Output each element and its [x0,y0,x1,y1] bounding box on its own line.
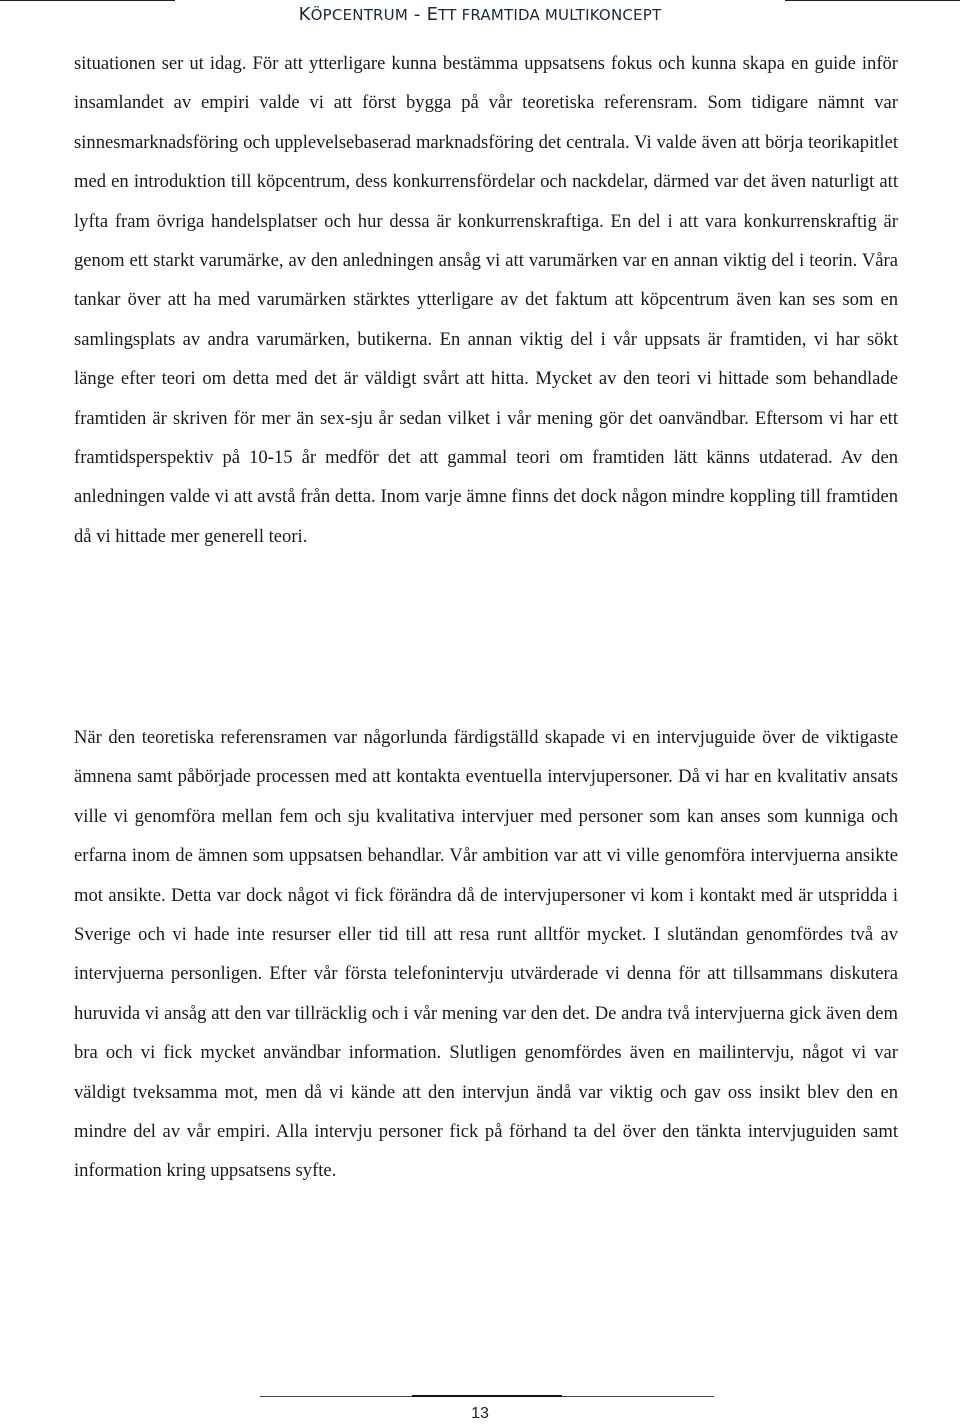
running-header-title [0,4,960,25]
page-header [0,0,960,36]
header-title-part-1: ÖPCENTRUM [310,6,409,24]
header-rule-left [0,0,175,1]
page-number: 13 [471,1405,489,1422]
header-title-part-2: TT FRAMTIDA MULTIKONCEPT [438,6,662,24]
body-paragraph-1: situationen ser ut idag. För att ytterligare kunna bestämma uppsatsens fokus och kunna skapa en guide inför insamlandet av empiri valde vi att först bygga på vår teoretiska referensram. Som tidigare nämnt var sinnesmarknadsföring och upplevelsebaserad marknadsföring det centrala. Vi valde även att börja teorikapitlet med en introduktion till köpcentrum, dess konkurrensfördelar och nackdelar, därmed var det även naturligt att lyfta fram övriga handelsplatser och hur dessa är konkurrenskraftiga. En del i att vara konkurrenskraftig är genom ett starkt varumärke, av den anledningen ansåg vi att varumärken var en annan viktig del i teorin. Våra tankar över att ha med varumärken stärktes ytterligare av det faktum att köpcentrum även kan ses som en samlingsplats av andra varumärken, butikerna. En annan viktig del i vår uppsats är framtiden, vi har sökt länge efter teori om detta med det är väldigt svårt att hitta. Mycket av den teori vi hittade som behandlade framtiden är skriven för mer än sex-sju år sedan vilket i vår mening gör det oanvändbar. Eftersom vi har ett framtidsperspektiv på 10-15 år medför det att gammal teori om framtiden lätt känns utdaterad. Av den anledningen valde vi att avstå från detta. Inom varje ämne finns det dock någon mindre koppling till framtiden då vi hittade mer generell teori. [74,53,898,547]
header-rule-right [785,0,960,1]
footer-rule [260,1396,714,1397]
header-title-separator: - [408,4,427,25]
header-title-initial-2: E [426,4,439,25]
footer-rule-thick [412,1395,562,1397]
body-paragraph-2: När den teoretiska referensramen var någorlunda färdigställd skapade vi en intervjuguide över de viktigaste ämnena samt påbörjade processen med att kontakta eventuella intervjupersoner. Då vi har en kvalitativ ansats ville vi genomföra mellan fem och sju kvalitativa intervjuer med personer som kan anses som kunniga och erfarna inom de ämnen som uppsatsen behandlar. Vår ambition var att vi ville genomföra intervjuerna ansikte mot ansikte. Detta var dock något vi fick förändra då de intervjupersoner vi kom i kontakt med är utspridda i Sverige och vi hade inte resurser eller tid till att resa runt alltför mycket. I slutändan genomfördes två av intervjuerna personligen. Efter vår första telefonintervju utvärderade vi denna för att tillsammans diskutera huruvida vi ansåg att den var tillräcklig och i vår mening var den det. De andra två intervjuerna gick även dem bra och vi fick mycket användbar information. Slutligen genomfördes även en mailintervju, något vi var väldigt tveksamma mot, men då vi kände att den intervjun ändå var viktig och gav oss insikt blev den en mindre del av vår empiri. Alla intervju personer fick på förhand ta del över den tänkta intervjuguiden samt information kring uppsatsens syfte. [74,727,898,1182]
header-title-initial-1: K [298,4,311,25]
